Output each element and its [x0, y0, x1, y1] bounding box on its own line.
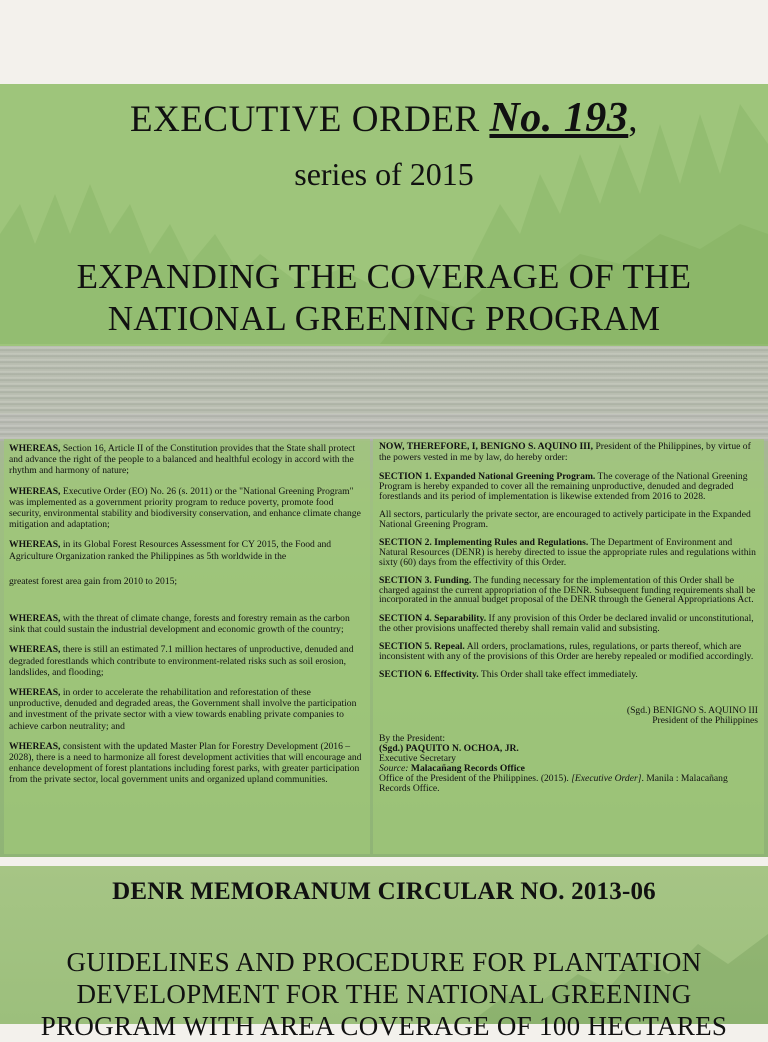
whereas-clauses-panel	[4, 439, 370, 854]
section-6: SECTION 6. Effectivity. This Order shall take effect immediately.	[379, 669, 638, 681]
whereas-clause: WHEREAS, in its Global Forest Resources Assessment for CY 2015, the Food and Agriculture Organization ranked the Philippines as 5th worldwide in the	[9, 539, 332, 562]
secretary-signature: (Sgd.) PAQUITO N. OCHOA, JR.	[379, 742, 519, 754]
executive-order-title	[0, 94, 768, 142]
order-series: series of 2015	[294, 156, 474, 192]
attestation-block	[379, 734, 758, 794]
order-intro: NOW, THEREFORE, I, BENIGNO S. AQUINO III, President of the Philippines, by virtue of the powers vested in me by law, do hereby order:	[379, 441, 751, 464]
title-prefix: EXECUTIVE ORDER	[129, 99, 490, 140]
citation: Office of the President of the Philippines. (2015). [Executive Order]. Manila : Malacañang Records Office.	[379, 772, 728, 794]
president-signature: (Sgd.) BENIGNO S. AQUINO III	[626, 704, 758, 716]
memorandum-title: DENR MEMORANUM CIRCULAR NO. 2013-06	[112, 878, 656, 905]
source-line: Source: Malacañang Records Office	[379, 762, 525, 774]
order-number: No. 193	[489, 95, 629, 141]
whereas-clause: WHEREAS, Section 16, Article II of the Constitution provides that the State shall protect and advance the right of the people to a balanced and healthful ecology in accord with the rhythm and harmony of nature;	[9, 443, 356, 477]
section-1: SECTION 1. Expanded National Greening Program. The coverage of the National Greening Program is hereby expanded to cover all the remaining unproductive, denuded and degraded forestlands and its period of implementation is likewise extended from 2016 to 2028.	[379, 471, 748, 502]
whereas-clause: WHEREAS, with the threat of climate change, forests and forestry remain as the carbon sink that could sustain the industrial development and economic growth of the country;	[9, 613, 350, 636]
whereas-clause: WHEREAS, there is still an estimated 7.1 million hectares of unproductive, denuded and degraded forestlands which contribute to environment-related risks such as soil erosion, landslides, and flooding;	[9, 644, 354, 678]
order-heading: EXPANDING THE COVERAGE OF THE NATIONAL GREENING PROGRAM	[76, 257, 692, 338]
section-4: SECTION 4. Separability. If any provision of this Order be declared invalid or unconstitutional, the other provisions unaffected thereby shall remain valid and subsisting.	[379, 612, 754, 634]
order-sections-panel	[373, 439, 764, 854]
whereas-clause: WHEREAS, in order to accelerate the rehabilitation and reforestation of these unproductive, denuded and degraded areas, the Government shall involve the participation and investment of the private sector with a view towards enabling private companies to achieve carbon neutrality; and	[9, 687, 357, 732]
section-5: SECTION 5. Repeal. All orders, proclamations, rules, regulations, or parts thereof, which are inconsistent with any of the provisions of this Order are hereby repealed or modified accordingly.	[379, 641, 754, 662]
whereas-clause-continued: greatest forest area gain from 2010 to 2015;	[9, 575, 178, 587]
secretary-title: Executive Secretary	[379, 752, 456, 764]
section-3: SECTION 3. Funding. The funding necessary for the implementation of this Order shall be charged against the current appropriation of the DENR. Subsequent funding requirements shall be incorporated in the annual budget proposal of the DENR through the General Appropriations Act.	[379, 575, 756, 606]
section-1-paragraph-2: All sectors, particularly the private sector, are encouraged to actively participate in the Expanded National Greening Program.	[379, 509, 751, 530]
by-the-president: By the President:	[379, 732, 446, 744]
president-signature-block	[379, 706, 758, 726]
whereas-clause: WHEREAS, consistent with the updated Master Plan for Forestry Development (2016 – 2028), there is a need to harmonize all forest development activities that will encourage and enhance development of forest plantations including forest parks, with greater participation from the private sector, local government units and organized upland communities.	[9, 740, 362, 786]
section-2: SECTION 2. Implementing Rules and Regulations. The Department of Environment and Natural Resources (DENR) is hereby directed to issue the appropriate rules and regulations within sixty (60) days from the effectivity of this Order.	[379, 537, 756, 568]
memorandum-heading: GUIDELINES AND PROCEDURE FOR PLANTATION DEVELOPMENT FOR THE NATIONAL GREENING PROGRAM WITH AREA COVERAGE OF 100 HECTARES	[40, 947, 728, 1041]
whereas-clause: WHEREAS, Executive Order (EO) No. 26 (s. 2011) or the "National Greening Program" was implemented as a government priority program to reduce poverty, promote food security, environmental stability and biodiversity conservation, and enhance climate change mitigation and adaptation;	[9, 485, 361, 531]
executive-order-slide	[0, 84, 768, 857]
memorandum-slide	[0, 866, 768, 1041]
lake-water	[0, 346, 768, 441]
title-suffix: ,	[628, 99, 639, 140]
president-title: President of the Philippines	[652, 714, 758, 726]
